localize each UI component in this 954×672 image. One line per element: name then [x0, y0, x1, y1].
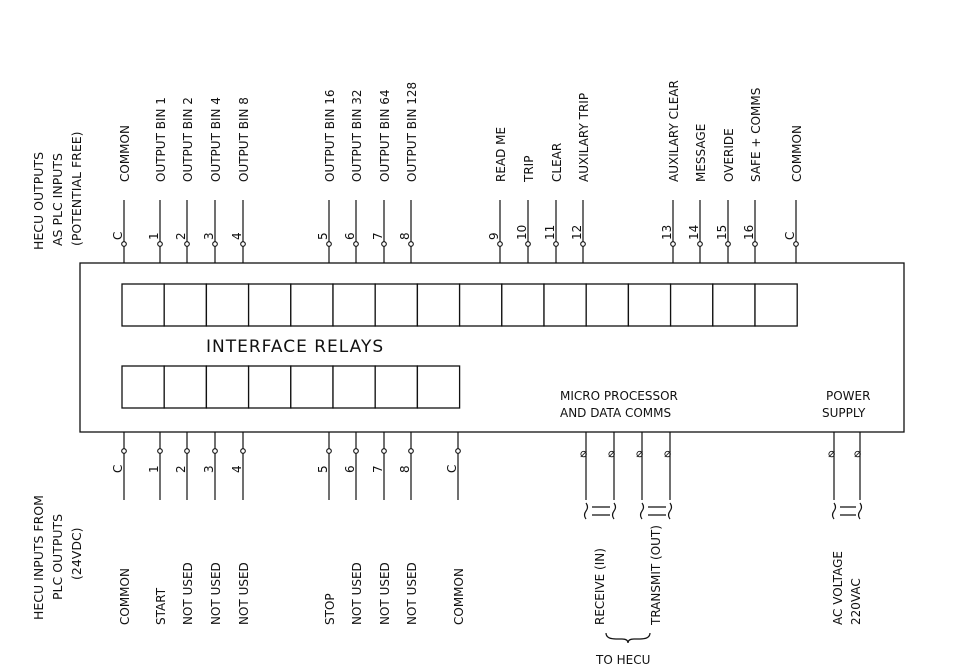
- top-terminal: [487, 127, 508, 263]
- top-terminal-label: OUTPUT BIN 32: [350, 89, 364, 182]
- bottom-terminal-number: 7: [371, 465, 385, 473]
- top-terminal-label: OUTPUT BIN 8: [237, 97, 251, 182]
- relay-box-upper: [249, 284, 291, 326]
- top-terminal-screw: [158, 242, 163, 247]
- top-terminal-screw: [382, 242, 387, 247]
- bottom-terminal-number: C: [445, 464, 459, 473]
- top-terminal-number: 3: [202, 232, 216, 240]
- bottom-terminal-label: NOT USED: [405, 562, 419, 625]
- bottom-terminal: [230, 432, 251, 625]
- top-terminal-screw: [122, 242, 127, 247]
- top-terminal-screw: [327, 242, 332, 247]
- receive-label: RECEIVE (IN): [593, 548, 607, 625]
- transmit-twist: [641, 503, 672, 519]
- top-terminal-screw: [698, 242, 703, 247]
- top-terminal-number: 8: [398, 232, 412, 240]
- bottom-terminal-label: NOT USED: [209, 562, 223, 625]
- bottom-terminal-label: COMMON: [452, 568, 466, 625]
- top-terminal: [398, 82, 419, 263]
- relay-box-lower: [122, 366, 164, 408]
- relay-box-lower: [164, 366, 206, 408]
- top-terminal-label: OUTPUT BIN 1: [154, 97, 168, 182]
- top-terminal-number: 6: [343, 232, 357, 240]
- top-terminal-screw: [185, 242, 190, 247]
- top-terminal-screw: [354, 242, 359, 247]
- relay-box-upper: [333, 284, 375, 326]
- top-terminal: [715, 128, 736, 263]
- top-terminal-number: 7: [371, 232, 385, 240]
- top-terminal-number: C: [111, 231, 125, 240]
- bottom-terminal-label: COMMON: [118, 568, 132, 625]
- comms-wiring: [580, 432, 672, 667]
- bottom-terminal-label: STOP: [323, 593, 337, 625]
- bottom-terminal-screw: [241, 449, 246, 454]
- bottom-header: [31, 495, 84, 620]
- transmit-terminal-b: ⌀: [664, 446, 672, 460]
- power-wiring: [828, 432, 863, 625]
- bottom-terminal: [371, 432, 392, 625]
- bottom-terminal: [202, 432, 223, 625]
- top-terminal-label: READ ME: [494, 126, 508, 182]
- top-terminal-screw: [671, 242, 676, 247]
- relay-box-upper: [122, 284, 164, 326]
- bottom-terminal-screw: [327, 449, 332, 454]
- bottom-terminal-screw: [456, 449, 461, 454]
- receive-terminal-b: ⌀: [608, 446, 616, 460]
- top-terminal-screw: [753, 242, 758, 247]
- top-terminal-label: SAFE + COMMS: [749, 87, 763, 182]
- top-terminal: [316, 89, 337, 263]
- top-terminal: [230, 97, 251, 263]
- top-terminal-label: MESSAGE: [694, 123, 708, 182]
- relay-box-lower: [417, 366, 459, 408]
- top-header: [31, 132, 84, 251]
- top-terminal: [660, 80, 681, 263]
- top-header-line-3: (POTENTIAL FREE): [69, 131, 84, 246]
- top-terminal-screw: [554, 242, 559, 247]
- top-terminal-label: AUXILARY CLEAR: [667, 80, 681, 182]
- micro-processor-label-line-2: AND DATA COMMS: [560, 406, 672, 420]
- relay-box-upper: [586, 284, 628, 326]
- top-terminal-screw: [526, 242, 531, 247]
- top-terminal-number: 11: [543, 224, 557, 240]
- top-terminal-screw: [581, 242, 586, 247]
- bottom-terminal-screw: [122, 449, 127, 454]
- top-terminal-number: 12: [570, 224, 584, 240]
- top-terminal: [174, 97, 195, 263]
- power-twist: [833, 503, 862, 519]
- top-terminal-number: 9: [487, 232, 501, 240]
- top-terminal-number: 4: [230, 232, 244, 240]
- bottom-terminal-screw: [354, 449, 359, 454]
- top-terminal: [515, 156, 536, 263]
- bottom-terminal-label: START: [154, 587, 168, 625]
- transmit-terminal-a: ⌀: [636, 446, 644, 460]
- relay-box-upper: [164, 284, 206, 326]
- top-terminal-label: OUTPUT BIN 16: [323, 89, 337, 182]
- to-hecu-label: TO HECU: [596, 653, 651, 667]
- relay-row-lower: [122, 366, 460, 408]
- bottom-terminal-label: NOT USED: [181, 562, 195, 625]
- top-header-line-2: AS PLC INPUTS: [50, 153, 65, 246]
- top-terminal-label: COMMON: [118, 125, 132, 182]
- transmit-label: TRANSMIT (OUT): [649, 525, 663, 625]
- top-terminal-number: 2: [174, 232, 188, 240]
- bottom-terminal: [111, 432, 132, 625]
- bottom-terminal: [174, 432, 195, 625]
- top-terminal-screw: [794, 242, 799, 247]
- top-terminal: [111, 125, 132, 263]
- relay-box-upper: [375, 284, 417, 326]
- bottom-header-line-1: HECU INPUTS FROM: [31, 495, 46, 620]
- top-terminal: [371, 89, 392, 263]
- relay-box-lower: [291, 366, 333, 408]
- bottom-terminal-screw: [213, 449, 218, 454]
- bottom-terminal: [398, 432, 419, 625]
- top-terminal-number: 14: [687, 224, 701, 240]
- top-terminal: [543, 143, 564, 263]
- bottom-terminal-number: 1: [147, 465, 161, 473]
- power-terminal-a: ⌀: [828, 446, 836, 460]
- bottom-terminal-number: 5: [316, 465, 330, 473]
- top-terminal-group: [111, 80, 804, 263]
- top-terminal-number: 15: [715, 224, 729, 240]
- ac-voltage-label-line-2: 220VAC: [849, 578, 863, 625]
- bottom-terminal-label: NOT USED: [350, 562, 364, 625]
- relay-box-upper: [291, 284, 333, 326]
- bottom-terminal-label: NOT USED: [378, 562, 392, 625]
- relay-row-upper: [122, 284, 797, 326]
- bottom-terminal-number: 4: [230, 465, 244, 473]
- relay-box-upper: [755, 284, 797, 326]
- to-hecu-brace: [606, 633, 650, 643]
- top-terminal-label: OUTPUT BIN 64: [378, 89, 392, 182]
- top-terminal-label: OVERIDE: [722, 128, 736, 182]
- top-terminal: [742, 88, 763, 263]
- power-terminal-b: ⌀: [854, 446, 862, 460]
- receive-twist: [585, 503, 616, 519]
- bottom-header-line-3: (24VDC): [69, 527, 84, 580]
- bottom-terminal: [147, 432, 168, 625]
- micro-processor-label-line-1: MICRO PROCESSOR: [560, 389, 678, 403]
- top-terminal-screw: [241, 242, 246, 247]
- top-terminal: [687, 124, 708, 263]
- top-terminal: [783, 125, 804, 263]
- top-terminal-screw: [409, 242, 414, 247]
- bottom-terminal-group: [111, 432, 466, 625]
- relay-box-upper: [206, 284, 248, 326]
- top-terminal: [202, 97, 223, 263]
- bottom-terminal-label: NOT USED: [237, 562, 251, 625]
- bottom-terminal-number: 6: [343, 465, 357, 473]
- top-terminal-label: TRIP: [522, 155, 536, 182]
- top-terminal-number: 16: [742, 224, 756, 240]
- top-terminal-label: CLEAR: [550, 142, 564, 182]
- top-terminal-label: OUTPUT BIN 2: [181, 97, 195, 182]
- relay-box-upper: [417, 284, 459, 326]
- interface-relays-label: INTERFACE RELAYS: [206, 337, 385, 357]
- top-terminal-screw: [498, 242, 503, 247]
- relay-box-upper: [460, 284, 502, 326]
- top-terminal-number: C: [783, 231, 797, 240]
- relay-box-upper: [628, 284, 670, 326]
- top-terminal: [570, 93, 591, 263]
- bottom-terminal-screw: [158, 449, 163, 454]
- relay-box-upper: [544, 284, 586, 326]
- relay-box-upper: [671, 284, 713, 326]
- power-supply-label-line-1: POWER: [826, 389, 871, 403]
- receive-terminal-a: ⌀: [580, 446, 588, 460]
- top-terminal: [343, 89, 364, 263]
- top-terminal-label: COMMON: [790, 125, 804, 182]
- top-terminal-label: AUXILARY TRIP: [577, 92, 591, 182]
- bottom-terminal: [445, 432, 466, 625]
- bottom-terminal-screw: [409, 449, 414, 454]
- bottom-terminal-number: 8: [398, 465, 412, 473]
- relay-box-lower: [333, 366, 375, 408]
- top-terminal-number: 13: [660, 224, 674, 240]
- top-terminal-label: OUTPUT BIN 4: [209, 97, 223, 182]
- relay-box-lower: [206, 366, 248, 408]
- bottom-header-line-2: PLC OUTPUTS: [50, 513, 65, 600]
- relay-box-lower: [249, 366, 291, 408]
- bottom-terminal: [316, 432, 337, 625]
- bottom-terminal-number: C: [111, 464, 125, 473]
- relay-box-lower: [375, 366, 417, 408]
- bottom-terminal-number: 3: [202, 465, 216, 473]
- relay-box-upper: [502, 284, 544, 326]
- relay-box-upper: [713, 284, 755, 326]
- top-terminal-number: 10: [515, 224, 529, 240]
- top-header-line-1: HECU OUTPUTS: [31, 151, 46, 250]
- ac-voltage-label-line-1: AC VOLTAGE: [831, 551, 845, 625]
- bottom-terminal-screw: [382, 449, 387, 454]
- top-terminal-number: 1: [147, 232, 161, 240]
- top-terminal-label: OUTPUT BIN 128: [405, 81, 419, 182]
- top-terminal-screw: [726, 242, 731, 247]
- top-terminal-screw: [213, 242, 218, 247]
- power-supply-label-line-2: SUPPLY: [822, 406, 866, 420]
- top-terminal-number: 5: [316, 232, 330, 240]
- bottom-terminal-screw: [185, 449, 190, 454]
- bottom-terminal: [343, 432, 364, 625]
- bottom-terminal-number: 2: [174, 465, 188, 473]
- top-terminal: [147, 97, 168, 263]
